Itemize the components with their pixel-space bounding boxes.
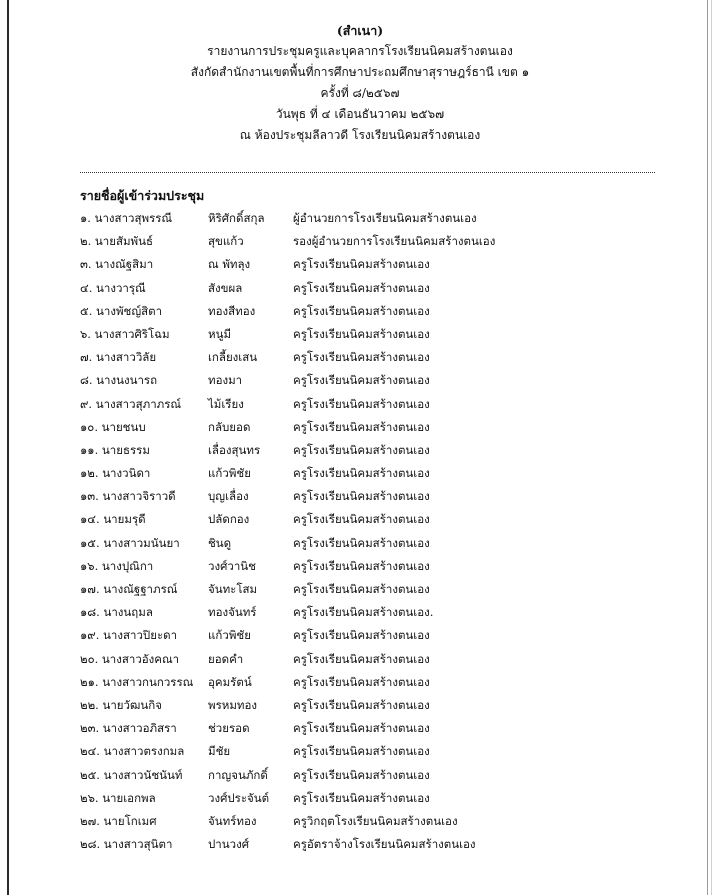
attendee-role: ครูโรงเรียนนิคมสร้างตนเอง [293,651,430,666]
attendee-name: ๒๒. นายวัฒนกิจ [80,697,162,712]
attendee-surname: ปลัดกอง [208,512,250,527]
attendee-role: ครูโรงเรียนนิคมสร้างตนเอง [293,257,430,272]
attendee-surname: บุญเลื่อง [208,489,249,504]
attendee-row [80,579,660,602]
attendee-name: ๑๐. นายชนบ [80,419,146,434]
attendee-surname: วงศ์ประจันต์ [208,790,270,805]
copy-stamp: (สำเนา) [336,23,384,38]
attendee-row [80,486,660,509]
attendee-row [80,695,660,718]
dotted-divider [80,172,655,173]
attendee-role: ครูโรงเรียนนิคมสร้างตนเอง [293,767,430,782]
attendee-surname: ยอดคำ [208,651,244,666]
attendee-role: ครูโรงเรียนนิคมสร้างตนเอง [293,721,430,736]
attendee-role: ครูโรงเรียนนิคมสร้างตนเอง [293,628,430,643]
attendee-name: ๑๙. นางสาวปิยะดา [80,628,178,643]
attendee-surname: สุขแก้ว [208,234,244,249]
attendee-row [80,394,660,417]
attendee-row [80,440,660,463]
attendee-surname: ช่วยรอด [208,721,250,736]
attendee-role: ครูโรงเรียนนิคมสร้างตนเอง [293,558,430,573]
attendee-row [80,811,660,834]
attendee-surname: จันทะโสม [208,582,258,596]
attendee-name: ๒๓. นางสาวอภิสรา [80,721,177,736]
attendee-surname: ทองจันทร์ [208,605,257,620]
attendee-role: ครูโรงเรียนนิคมสร้างตนเอง [293,674,430,689]
attendee-surname: กาญจนภักดิ์ [208,767,268,782]
attendee-row [80,556,660,579]
attendee-name: ๑๑. นายธรรม [80,442,150,457]
attendee-surname: แก้วพิชัย [208,628,251,643]
attendee-row [80,788,660,811]
attendee-name: ๔. นางวารุณี [80,280,146,295]
attendee-role: ครูโรงเรียนนิคมสร้างตนเอง [293,582,430,596]
attendee-surname: แก้วพิชัย [208,466,251,481]
attendee-role: ครูโรงเรียนนิคมสร้างตนเอง [293,419,430,434]
attendee-surname: หนูมี [208,326,232,341]
attendee-row [80,301,660,324]
attendee-role: ครูโรงเรียนนิคมสร้างตนเอง [293,697,430,712]
attendee-name: ๑๕. นางสาวมนันยา [80,535,180,550]
header-line-1: รายงานการประชุมครูและบุคลากรโรงเรียนนิคมสร้างตนเอง [207,44,513,58]
attendee-surname: เกลี้ยงเสน [208,350,258,365]
attendee-row [80,278,660,301]
attendee-role: ครูโรงเรียนนิคมสร้างตนเอง [293,442,430,457]
attendee-name: ๑๘. นางนฤมล [80,605,153,620]
attendee-role: ครูโรงเรียนนิคมสร้างตนเอง [293,326,430,341]
attendee-row [80,672,660,695]
page-edge-right [707,0,708,895]
attendee-surname: อุคมรัตน์ [208,674,252,689]
attendee-name: ๗. นางสาววิลัย [80,350,157,365]
attendee-name: ๓. นางณัฐสิมา [80,257,154,272]
attendee-row [80,602,660,625]
header-line-5: ณ ห้องประชุมลีลาวดี โรงเรียนนิคมสร้างตนเอง [239,128,481,142]
attendee-row [80,417,660,440]
attendee-name: ๖. นางสาวศิริโฉม [80,326,170,341]
attendee-list [80,208,660,857]
attendee-row [80,625,660,648]
attendee-name: ๑. นางสาวสุพรรณี [80,211,173,225]
attendee-surname: สังขผล [208,280,243,295]
attendee-role: ครูอัตราจ้างโรงเรียนนิคมสร้างตนเอง [293,837,476,852]
attendee-name: ๒. นายสัมพันธ์ [80,234,154,249]
page-edge-right-shadow [711,0,712,895]
attendee-row [80,834,660,857]
attendee-name: ๒๘. นางสาวสุนิตา [80,837,173,852]
attendee-role: ครูโรงเรียนนิคมสร้างตนเอง. [293,605,434,620]
attendee-name: ๑๖. นางปุณิกา [80,558,154,573]
attendee-name: ๒๐. นางสาวอังคณา [80,651,180,666]
attendee-row [80,463,660,486]
attendee-name: ๒๖. นายเอกพล [80,790,156,805]
attendee-role: ครูโรงเรียนนิคมสร้างตนเอง [293,280,430,295]
attendee-role: ครูโรงเรียนนิคมสร้างตนเอง [293,396,430,411]
attendee-role: ครูโรงเรียนนิคมสร้างตนเอง [293,350,430,365]
attendee-surname: ปานวงศ์ [208,837,249,852]
header-line-4: วันพุธ ที่ ๔ เดือนธันวาคม ๒๕๖๗ [275,107,445,121]
attendee-row [80,231,660,254]
attendee-surname: มีชัย [208,744,231,759]
attendee-surname: ทองมา [208,373,243,388]
attendee-surname: วงศ์วานิช [208,558,256,573]
attendee-role: ครูโรงเรียนนิคมสร้างตนเอง [293,790,430,805]
attendee-role: ครูโรงเรียนนิคมสร้างตนเอง [293,744,430,759]
attendee-name: ๒๔. นางสาวตรงกมล [80,744,185,759]
attendee-name: ๑๗. นางณัฐฐาภรณ์ [80,582,178,596]
attendee-surname: ณ พัทลุง [208,257,251,272]
attendee-row [80,765,660,788]
attendee-name: ๑๒. นางวนิดา [80,466,151,481]
attendee-row [80,370,660,393]
attendee-surname: กลับยอด [208,419,251,434]
attendee-role: ครูวิกฤตโรงเรียนนิคมสร้างตนเอง [293,813,458,828]
attendee-name: ๙. นางสาวสุภาภรณ์ [80,396,182,411]
attendee-surname: เลื่องสุนทร [208,442,261,457]
attendee-surname: ทองสีทอง [208,303,256,318]
attendee-role: ครูโรงเรียนนิคมสร้างตนเอง [293,489,430,504]
attendee-name: ๒๕. นางสาวนัชนันท์ [80,767,183,782]
header-line-3: ครั้งที่ ๘/๒๕๖๗ [320,86,400,100]
attendee-surname: จันทร์ทอง [208,813,257,828]
attendee-row [80,649,660,672]
attendee-row [80,324,660,347]
attendee-name: ๘. นางนงนารถ [80,373,158,388]
attendee-name: ๒๗. นายโกเมศ [80,813,157,828]
attendee-row [80,254,660,277]
attendee-name: ๑๓. นางสาวจิราวดี [80,489,176,504]
attendee-role: รองผู้อำนวยการโรงเรียนนิคมสร้างตนเอง [293,234,496,249]
attendee-role: ครูโรงเรียนนิคมสร้างตนเอง [293,373,430,388]
attendee-role: ครูโรงเรียนนิคมสร้างตนเอง [293,535,430,550]
attendee-row [80,741,660,764]
attendee-row [80,718,660,741]
attendee-surname: ไม้เรียง [208,396,244,411]
attendee-role: ครูโรงเรียนนิคมสร้างตนเอง [293,466,430,481]
document-header [60,20,660,146]
attendee-name: ๒๑. นางสาวกนกวรรณ [80,674,194,689]
attendee-role: ผู้อำนวยการโรงเรียนนิคมสร้างตนเอง [293,211,477,225]
header-line-2: สังกัดสำนักงานเขตพื้นที่การศึกษาประถมศึกษาสุราษฎร์ธานี เขต ๑ [190,65,530,79]
attendee-surname: พรหมทอง [208,697,258,712]
attendee-role: ครูโรงเรียนนิคมสร้างตนเอง [293,512,430,527]
attendee-row [80,208,660,231]
attendee-row [80,533,660,556]
attendee-surname: หิริศักดิ์สกุล [208,211,265,225]
attendee-name: ๑๔. นายมรุดี [80,512,146,527]
attendee-name: ๕. นางพัชญ์สิตา [80,303,163,318]
attendee-row [80,347,660,370]
attendee-surname: ชินดู [208,535,232,550]
attendees-heading: รายชื่อผู้เข้าร่วมประชุม [80,188,205,203]
page-edge-left [7,0,9,895]
attendee-row [80,509,660,532]
attendee-role: ครูโรงเรียนนิคมสร้างตนเอง [293,303,430,318]
